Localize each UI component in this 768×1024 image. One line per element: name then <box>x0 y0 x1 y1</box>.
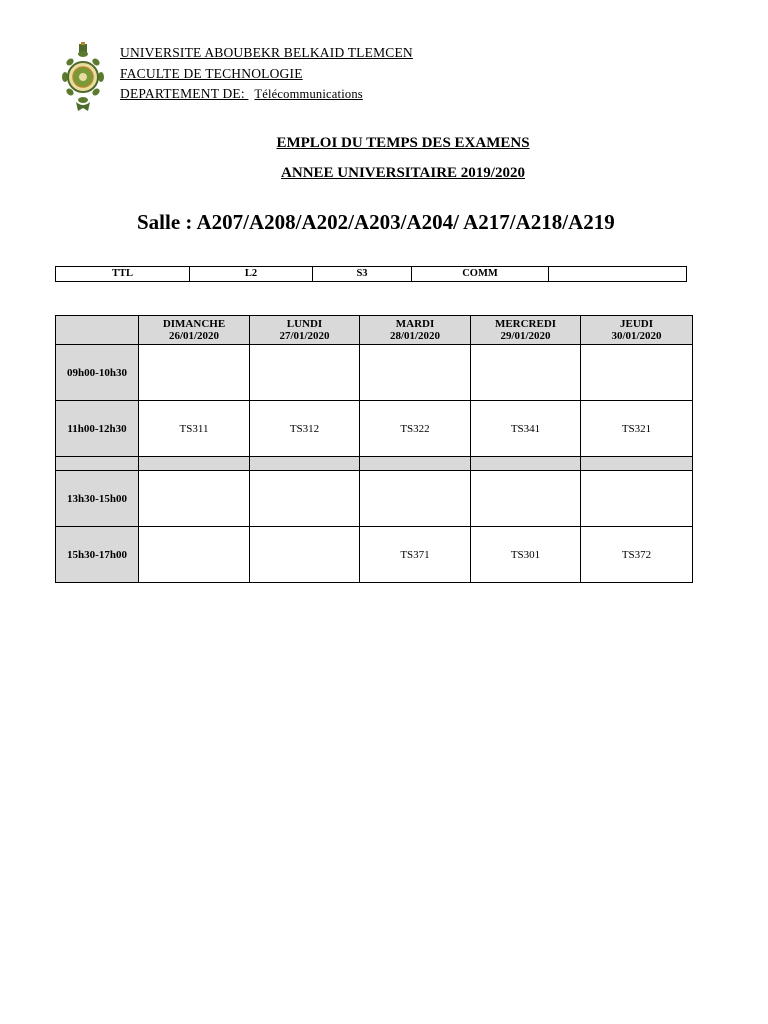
break-cell <box>581 457 693 471</box>
day-name: DIMANCHE <box>162 318 226 330</box>
room-list: Salle : A207/A208/A202/A203/A204/ A217/A218/A219 <box>137 210 615 234</box>
break-cell <box>56 457 139 471</box>
exam-cell: TS311 <box>139 401 250 457</box>
institution-header <box>120 43 413 105</box>
exam-schedule-table <box>55 315 693 583</box>
time-slot: 09h00-10h30 <box>56 345 139 401</box>
day-header <box>250 316 360 345</box>
schedule-header-row <box>56 316 693 345</box>
break-cell <box>471 457 581 471</box>
table-row <box>56 527 693 583</box>
day-header <box>139 316 250 345</box>
corner-cell <box>56 316 139 345</box>
exam-cell <box>360 471 471 527</box>
exam-cell <box>581 345 693 401</box>
day-name: MERCREDI <box>494 318 557 330</box>
break-cell <box>360 457 471 471</box>
exam-cell <box>250 345 360 401</box>
exam-cell: TS341 <box>471 401 581 457</box>
info-table <box>55 266 687 282</box>
info-cell-semester: S3 <box>313 267 412 282</box>
info-cell-field: TTL <box>56 267 190 282</box>
department-name: Télécommunications <box>254 87 363 101</box>
exam-cell <box>471 345 581 401</box>
academic-year: ANNEE UNIVERSITAIRE 2019/2020 <box>281 165 525 181</box>
day-date: 29/01/2020 <box>500 330 551 342</box>
break-cell <box>139 457 250 471</box>
exam-cell <box>250 471 360 527</box>
info-cell-specialty: COMM <box>412 267 549 282</box>
day-date: 30/01/2020 <box>611 330 662 342</box>
university-name: UNIVERSITE ABOUBEKR BELKAID TLEMCEN <box>120 45 413 60</box>
table-row <box>56 401 693 457</box>
day-header <box>471 316 581 345</box>
exam-cell: TS301 <box>471 527 581 583</box>
university-emblem-icon <box>58 42 108 112</box>
exam-cell: TS321 <box>581 401 693 457</box>
department-line <box>120 84 413 105</box>
exam-cell: TS312 <box>250 401 360 457</box>
exam-cell <box>471 471 581 527</box>
exam-cell <box>139 471 250 527</box>
exam-cell: TS372 <box>581 527 693 583</box>
department-label: DEPARTEMENT DE: <box>120 86 249 101</box>
exam-cell <box>360 345 471 401</box>
exam-cell <box>581 471 693 527</box>
day-header <box>581 316 693 345</box>
day-header <box>360 316 471 345</box>
exam-cell <box>139 345 250 401</box>
day-name: JEUDI <box>619 318 653 330</box>
time-slot: 13h30-15h00 <box>56 471 139 527</box>
day-date: 28/01/2020 <box>389 330 441 342</box>
break-cell <box>250 457 360 471</box>
time-slot: 11h00-12h30 <box>56 401 139 457</box>
page-title: EMPLOI DU TEMPS DES EXAMENS <box>276 135 530 151</box>
break-row <box>56 457 693 471</box>
info-cell-level: L2 <box>190 267 313 282</box>
exam-cell <box>250 527 360 583</box>
exam-cell <box>139 527 250 583</box>
exam-cell: TS371 <box>360 527 471 583</box>
faculty-name: FACULTE DE TECHNOLOGIE <box>120 65 303 81</box>
time-slot: 15h30-17h00 <box>56 527 139 583</box>
table-row <box>56 345 693 401</box>
day-date: 26/01/2020 <box>168 330 220 342</box>
day-name: LUNDI <box>286 318 323 330</box>
exam-cell: TS322 <box>360 401 471 457</box>
day-date: 27/01/2020 <box>279 330 330 342</box>
info-cell-extra <box>549 267 687 282</box>
table-row <box>56 471 693 527</box>
day-name: MARDI <box>395 318 435 330</box>
